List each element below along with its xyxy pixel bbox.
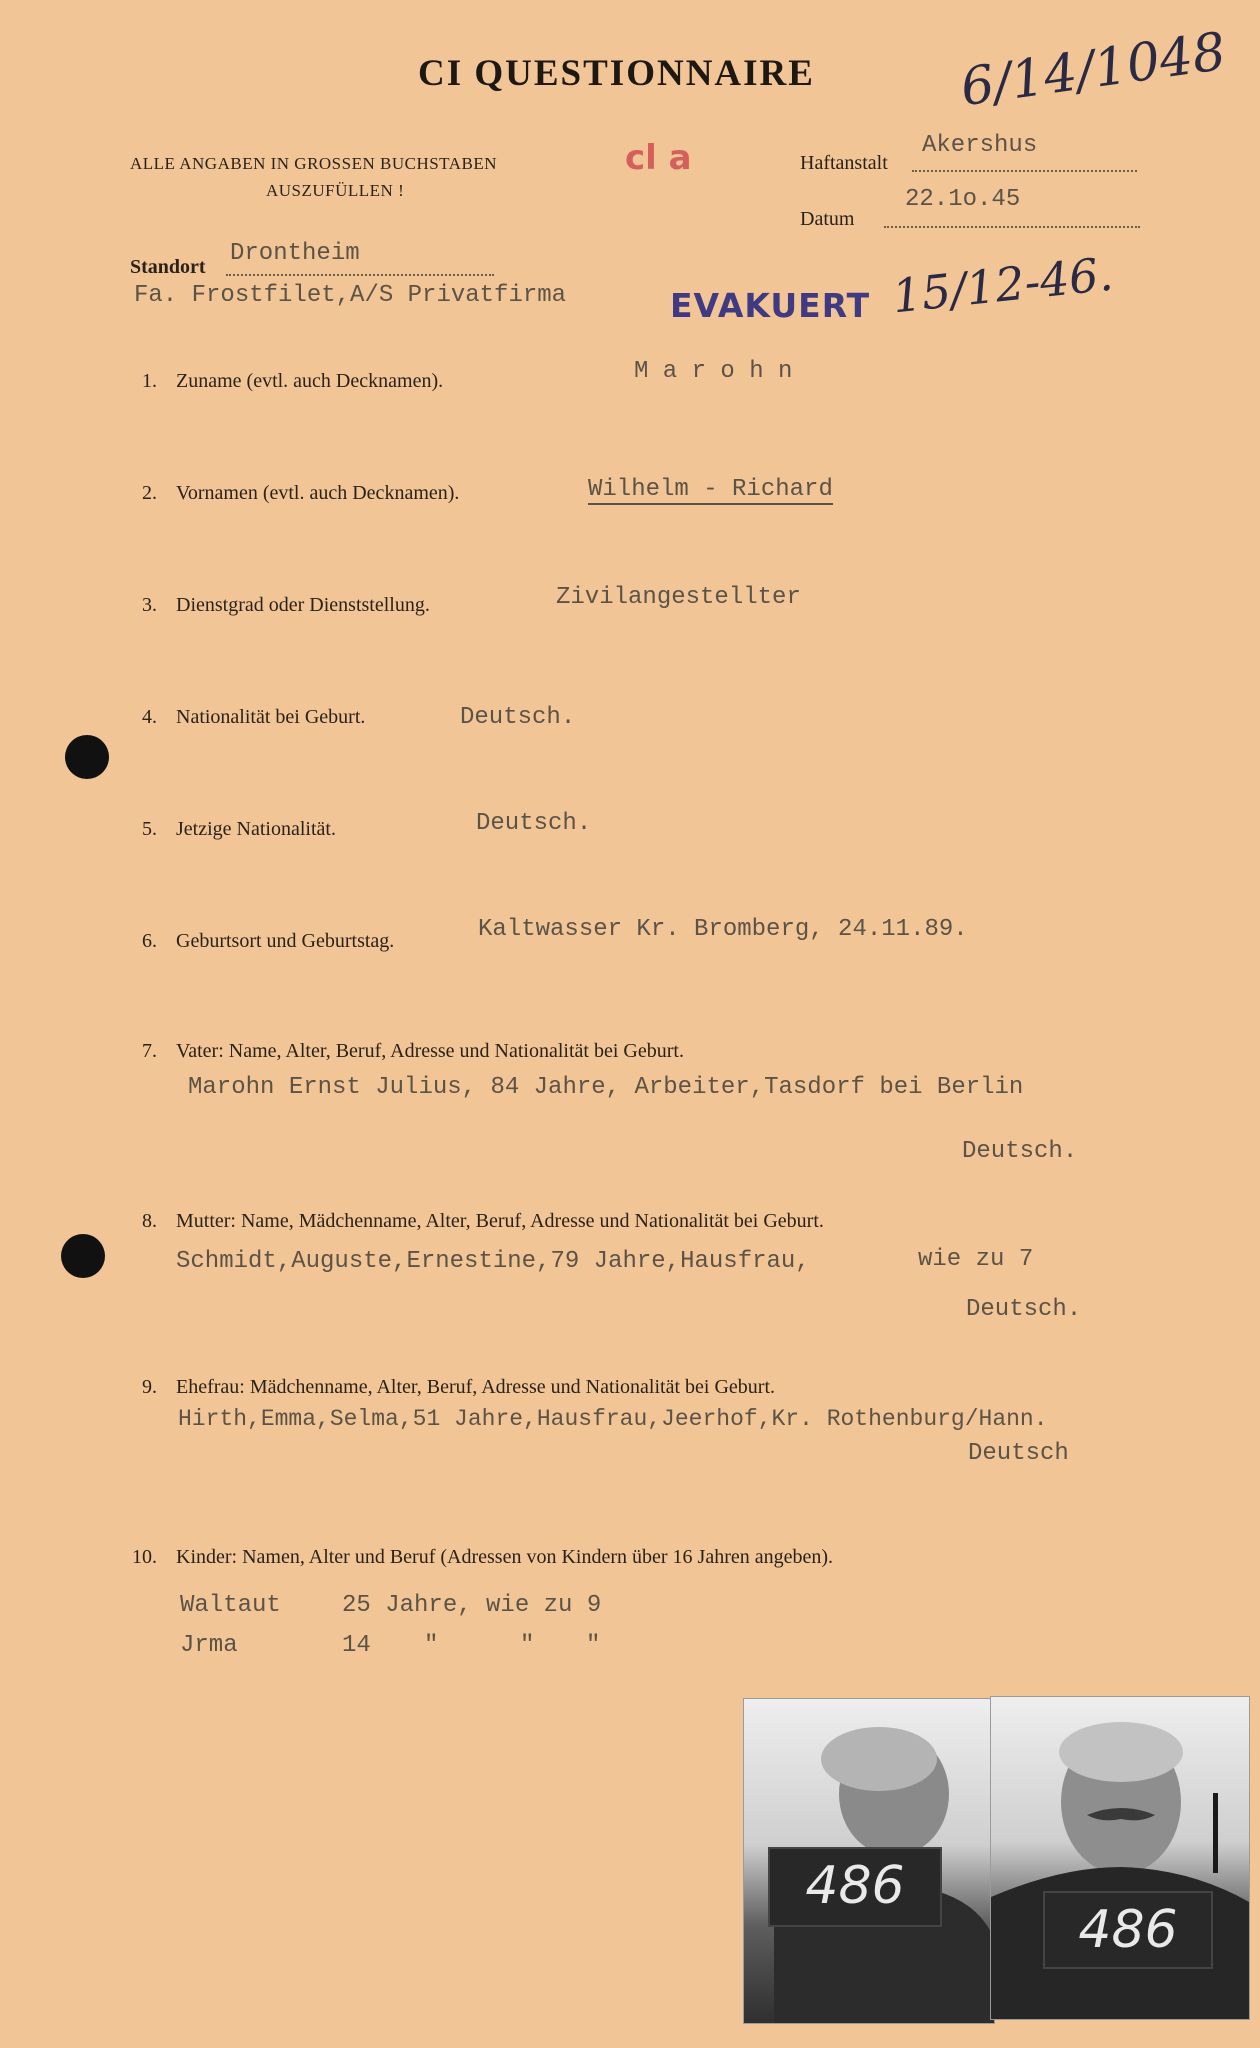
child-2-ditto-1: " — [424, 1632, 439, 1659]
question-10-label: 10. Kinder: Namen, Alter und Beruf (Adressen von Kindern über 16 Jahren angeben). — [132, 1546, 834, 1568]
red-stamp: cl a — [625, 138, 692, 178]
child-1-name: Waltaut — [180, 1592, 281, 1619]
question-2-label: 2. Vornamen (evtl. auch Decknamen). — [142, 482, 460, 504]
haftanstalt-label: Haftanstalt — [800, 152, 888, 174]
standort-label: Standort — [130, 256, 206, 278]
question-5-label: 5. Jetzige Nationalität. — [142, 818, 336, 840]
question-8-answer-line-1: Schmidt,Auguste,Ernestine,79 Jahre,Hausfrau, — [176, 1248, 810, 1275]
question-3-label: 3. Dienstgrad oder Dienststellung. — [142, 594, 430, 616]
datum-dotted-line — [884, 226, 1140, 228]
profile-number-board: 486 — [768, 1847, 942, 1927]
standort-dotted-line — [226, 274, 494, 276]
question-8-answer-nationality: Deutsch. — [966, 1296, 1082, 1323]
question-9-answer-line-1: Hirth,Emma,Selma,51 Jahre,Hausfrau,Jeerhof,Kr. Rothenburg/Hann. — [178, 1406, 1048, 1432]
child-2-age: 14 — [342, 1632, 371, 1659]
haftanstalt-dotted-line — [912, 170, 1137, 172]
question-7-label: 7. Vater: Name, Alter, Beruf, Adresse und Nationalität bei Geburt. — [142, 1040, 684, 1062]
child-2-name: Jrma — [180, 1632, 238, 1659]
haftanstalt-value: Akershus — [922, 132, 1038, 159]
question-4-answer: Deutsch. — [460, 704, 576, 731]
question-1-answer: M a r o h n — [634, 358, 793, 385]
instruction-line-1: ALLE ANGABEN IN GROSSEN BUCHSTABEN — [130, 154, 497, 173]
front-photo-figure — [991, 1697, 1249, 2019]
child-1-details: 25 Jahre, wie zu 9 — [342, 1592, 602, 1619]
question-7-answer-line-1: Marohn Ernst Julius, 84 Jahre, Arbeiter,Tasdorf bei Berlin — [188, 1074, 1024, 1101]
question-7-answer-nationality: Deutsch. — [962, 1138, 1078, 1165]
evakuert-stamp: EVAKUERT — [670, 286, 871, 325]
datum-value: 22.1o.45 — [905, 186, 1021, 213]
instruction-line-2: AUSZUFÜLLEN ! — [266, 181, 405, 200]
question-9-label: 9. Ehefrau: Mädchenname, Alter, Beruf, Adresse und Nationalität bei Geburt. — [142, 1376, 776, 1398]
punch-hole-upper — [65, 735, 109, 779]
handwritten-reference: 6/14/1048 — [957, 21, 1230, 119]
question-8-label: 8. Mutter: Name, Mädchenname, Alter, Beruf, Adresse und Nationalität bei Geburt. — [142, 1210, 824, 1232]
question-1-label: 1. Zuname (evtl. auch Decknamen). — [142, 370, 444, 392]
child-2-ditto-2: " — [520, 1632, 535, 1659]
punch-hole-lower — [61, 1234, 105, 1278]
question-5-answer: Deutsch. — [476, 810, 592, 837]
front-number-board: 486 — [1043, 1891, 1213, 1969]
profile-photo — [743, 1698, 995, 2024]
question-4-label: 4. Nationalität bei Geburt. — [142, 706, 366, 728]
question-6-answer: Kaltwasser Kr. Bromberg, 24.11.89. — [478, 916, 968, 943]
evakuert-date: 15/12-46. — [889, 246, 1116, 324]
question-6-label: 6. Geburtsort und Geburtstag. — [142, 930, 395, 952]
standort-value: Drontheim — [230, 240, 360, 267]
child-2-ditto-3: " — [586, 1632, 601, 1659]
page-title: CI QUESTIONNAIRE — [418, 53, 815, 94]
firma-value: Fa. Frostfilet,A/S Privatfirma — [134, 282, 567, 309]
question-9-answer-nationality: Deutsch — [968, 1440, 1069, 1467]
question-8-answer-reference: wie zu 7 — [918, 1246, 1034, 1273]
datum-label: Datum — [800, 208, 855, 230]
question-2-answer: Wilhelm - Richard — [588, 476, 833, 503]
front-photo — [990, 1696, 1250, 2020]
question-3-answer: Zivilangestellter — [556, 584, 801, 611]
